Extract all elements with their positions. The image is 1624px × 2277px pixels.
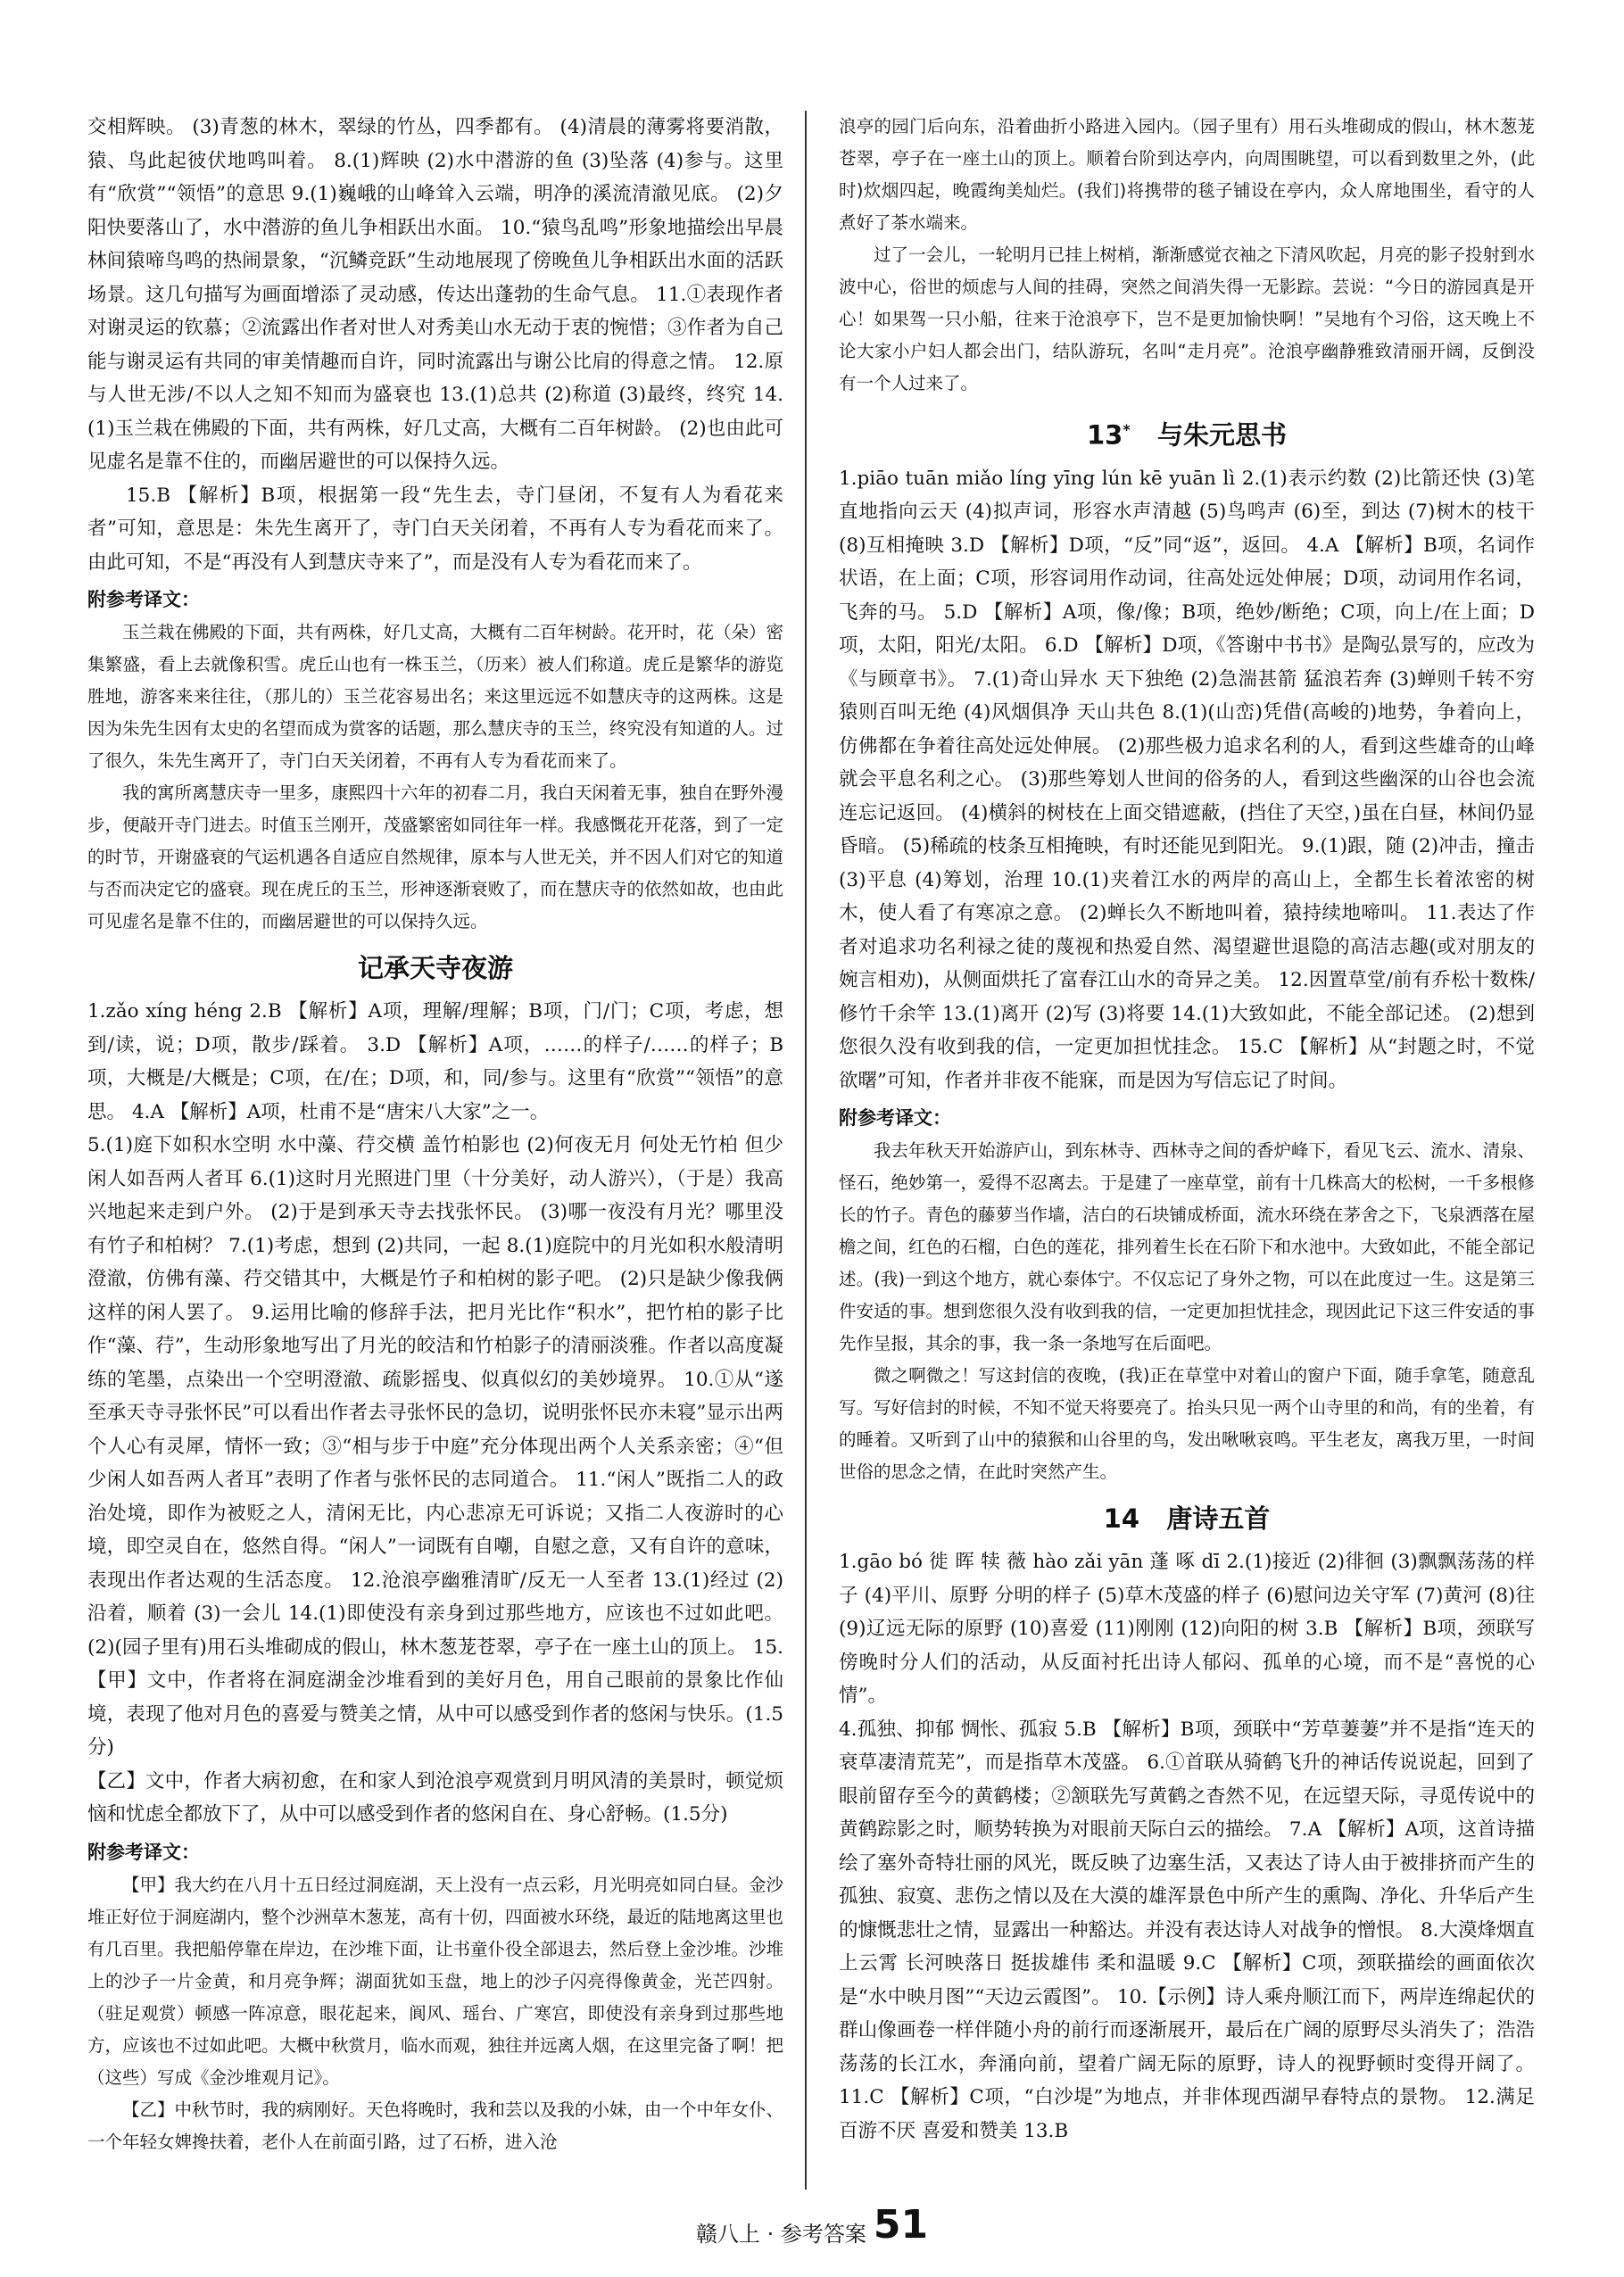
translation-paragraph: 微之啊微之！写这封信的夜晚，(我)正在草堂中对着山的窗户下面，随手拿笔，随意乱写。写好信封的时候，不知不觉天将要亮了。抬头只见一两个山寺里的和尚，有的坐着，有的睡着。又听到了山中的猿猴和山谷里的鸟，发出啾啾哀鸣。平生老友，离我万里，一时间世俗的思念之情，在此时突然产生。 <box>839 1365 1536 1483</box>
section-title-text: 唐诗五首 <box>1166 1503 1271 1535</box>
translation-paragraph: 【乙】中秋节时，我的病刚好。天色将晚时，我和芸以及我的小妹，由一个中年女仆、一个年轻女婢搀扶着，老仆人在前面引路，过了石桥，进入沧 <box>87 2099 784 2152</box>
section-title <box>839 407 1535 459</box>
translation-paragraph: 我的寓所离慧庆寺一里多，康熙四十六年的初春二月，我白天闲着无事，独自在野外漫步，便敲开寺门进去。时值玉兰刚开，茂盛繁密如同往年一样。我感慨花开花落，到了一定的时节，开谢盛衰的气运机遇各自适应自然规律，原本与人世无关，并不因人们对它的知道与否而决定它的盛衰。现在虎丘的玉兰，形神逐渐衰败了，而在慧庆寺的依然如故，也由此可见虚名是靠不住的，而幽居避世的可以保持久远。 <box>87 782 784 932</box>
answer-block: 4.孤独、抑郁 惆怅、孤寂 5.B 【解析】B项，颈联中“芳草萋萋”并不是指“连天的衰草凄清荒芜”，而是指草木茂盛。 6.①首联从骑鹤飞升的神话传说说起，回到了眼前留存至今的黄鹤楼；②颔联先写黄鹤之杳然不见，在远望天际，寻觅传说中的黄鹤踪影之时，顺势转换为对眼前天际白云的描绘。 7.A 【解析】A项，这首诗描绘了塞外奇特壮丽的风光，既反映了边塞生活，又表达了诗人由于被排挤而产生的孤独、寂寞、悲伤之情以及在大漠的雄浑景色中所产生的熏陶、净化、升华后产生的慷慨悲壮之情，显露出一种豁达。并没有表达诗人对战争的憎恨。 8.大漠烽烟直上云霄 长河映落日 挺拔雄伟 柔和温暖 9.C 【解析】C项，颈联描绘的画面依次是“水中映月图”“天边云霞图”。 10.【示例】诗人乘舟顺江而下，两岸连绵起伏的群山像画卷一样伴随小舟的前行而逐渐展开，最后在广阔的原野尽头消失了；浩浩荡荡的长江水，奔涌向前，望着广阔无际的原野，诗人的视野顿时变得开阔了。 11.C 【解析】C项，“白沙堤”为地点，并非体现西湖早春特点的景物。 12.满足 百游不厌 喜爱和赞美 13.B <box>839 1718 1535 2142</box>
translation-paragraph: 浪亭的园门后向东，沿着曲折小路进入园内。（园子里有）用石头堆砌成的假山，林木葱茏苍翠，亭子在一座土山的顶上。顺着台阶到达亭内，向周围眺望，可以看到数里之外，(此时)炊烟四起，晚霞绚美灿烂。(我们)将携带的毯子铺设在亭内，众人席地围坐，看守的人煮好了茶水端来。 <box>839 116 1535 233</box>
section-title-text: 与朱元思书 <box>1157 419 1288 451</box>
translation-paragraph: 【甲】我大约在八月十五日经过洞庭湖，天上没有一点云彩，月光明亮如同白昼。金沙堆正好位于洞庭湖内，整个沙洲草木葱茏，高有十仞，四面被水环绕，最近的陆地离这里也有几百里。我把船停靠在岸边，在沙堆下面，让书童仆役全部退去，然后登上金沙堆。沙堆上的沙子一片金黄，和月亮争辉；湖面犹如玉盘，地上的沙子闪亮得像黄金，光芒四射。（驻足观赏）顿感一阵凉意，眼花起来，阆风、瑶台、广寒宫，即使没有亲身到过那些地方，应该也不过如此吧。大概中秋赏月，临水而观，独往并远离人烟，在这里完备了啊！把（这些）写成《金沙堆观月记》。 <box>87 1874 784 2088</box>
section-title <box>87 945 783 991</box>
footer-label: 赣八上 · 参考答案 <box>695 2222 866 2247</box>
right-column <box>839 111 1535 2148</box>
translation-paragraph: 过了一会儿，一轮明月已挂上树梢，渐渐感觉衣袖之下清风吹起，月亮的影子投射到水波中心，俗世的烦虑与人间的挂碍，突然之间消失得一无影踪。芸说：“今日的游园真是开心！如果驾一只小船，往来于沧浪亭下，岂不是更加愉快啊！”吴地有个习俗，这天晚上不论大家小户妇人都会出门，结队游玩，名叫“走月亮”。沧浪亭幽静雅致清丽开阔，反倒没有一个人过来了。 <box>839 244 1536 393</box>
answer-block: 5.(1)庭下如积水空明 水中藻、荇交横 盖竹柏影也 (2)何夜无月 何处无竹柏 但少闲人如吾两人者耳 6.(1)这时月光照进门里（十分美好，动人游兴），（于是）我高兴地起来走到户外。 (2)于是到承天寺去找张怀民。 (3)哪一夜没有月光？哪里没有竹子和柏树？ 7.(1)考虑，想到 (2)共同，一起 8.(1)庭院中的月光如积水般清明澄澈，仿佛有藻、荇交错其中，大概是竹子和柏树的影子吧。 (2)只是缺少像我俩这样的闲人罢了。 9.运用比喻的修辞手法，把月光比作“积水”，把竹柏的影子比作“藻、荇”，生动形象地写出了月光的皎洁和竹柏影子的清丽淡雅。作者以高度凝练的笔墨，点染出一个空明澄澈、疏影摇曳、似真似幻的美妙境界。 10.①从“遂至承天寺寻张怀民”可以看出作者去寻张怀民的急切，说明张怀民亦未寝”显示出两个人心有灵犀，情怀一致；③“相与步于中庭”充分体现出两个人关系亲密；④“但少闲人如吾两人者耳”表明了作者与张怀民的志同道合。 11.“闲人”既指二人的政治处境，即作为被贬之人，清闲无比，内心悲凉无可诉说；又指二人夜游时的心境，即空灵自在，悠然自得。“闲人”一词既有自嘲，自慰之意，又有自许的意味，表现出作者达观的生活态度。 12.沧浪亭幽雅清旷/反无一人至者 13.(1)经过 (2)沿着，顺着 (3)一会儿 14.(1)即使没有亲身到过那些地方，应该也不过如此吧。 (2)(园子里有)用石头堆砌成的假山，林木葱茏苍翠，亭子在一座土山的顶上。 15.【甲】文中，作者将在洞庭湖金沙堆看到的美好月色，用自己眼前的景象比作仙境，表现了他对月色的喜爱与赞美之情，从中可以感受到作者的悠闲与快乐。(1.5分) <box>87 1134 783 1759</box>
translation-paragraph: 我去年秋天开始游庐山，到东林寺、西林寺之间的香炉峰下，看见飞云、流水、清泉、怪石，绝妙第一，爱得不忍离去。于是建了一座草堂，前有十几株高大的松树，一千多根修长的竹子。青色的藤萝当作墙，洁白的石块铺成桥面，流水环绕在茅舍之下，飞泉洒落在屋檐之间，红色的石榴，白色的莲花，排列着生长在石阶下和水池中。大致如此，不能全部记述。(我)一到这个地方，就心泰体宁。不仅忘记了身外之物，可以在此度过一生。这是第三件安适的事。想到您很久没有收到我的信，一定更加担忧挂念，现因此记下这三件安适的事先作呈报，其余的事，我一条一条地写在后面吧。 <box>839 1140 1536 1354</box>
section-asterisk: * <box>1123 421 1131 438</box>
section-number: 13 <box>1086 419 1123 451</box>
answer-block: 交相辉映。 (3)青葱的林木，翠绿的竹丛，四季都有。 (4)清晨的薄雾将要消散，猿、鸟此起彼伏地鸣叫着。 8.(1)辉映 (2)水中潜游的鱼 (3)坠落 (4)参与。这里有“欣赏”“领悟”的意思 9.(1)巍峨的山峰耸入云端，明净的溪流清澈见底。 (2)夕阳快要落山了，水中潜游的鱼儿争相跃出水面。 10.“猿鸟乱鸣”形象地描绘出早晨林间猿啼鸟鸣的热闹景象，“沉鳞竞跃”生动地展现了傍晚鱼儿争相跃出水面的活跃场景。这几句描写为画面增添了灵动感，传达出蓬勃的生命气息。 11.①表现作者对谢灵运的钦慕；②流露出作者对世人对秀美山水无动于衷的惋惜；③作者为自己能与谢灵运有共同的审美情趣而自许，同时流露出与谢公比肩的得意之情。 12.原与人世无涉/不以人之知不知而为盛衰也 13.(1)总共 (2)称道 (3)最终，终究 14.(1)玉兰栽在佛殿的下面，共有两株，好几丈高，大概有二百年树龄。 (2)也由此可见虚名是靠不住的，而幽居避世的可以保持久远。 <box>87 116 783 473</box>
answer-block: 1.piāo tuān miǎo líng yīng lún kē yuān lì 2.(1)表示约数 (2)比箭还快 (3)笔直地指向云天 (4)拟声词，形容水声清越 (5)鸟鸣声 (6)至，到达 (7)树木的枝干 (8)互相掩映 3.D 【解析】D项，“反”同“返”，返回。 4.A 【解析】B项，名词作状语，在上面；C项，形容词用作动词，往高处远处伸展；D项，动词用作名词，飞奔的马。 5.D 【解析】A项，像/像；B项，绝妙/断绝；C项，向上/在上面；D项，太阳，阳光/太阳。 6.D 【解析】D项，《答谢中书书》是陶弘景写的，应改为《与顾章书》。 7.(1)奇山异水 天下独绝 (2)急湍甚箭 猛浪若奔 (3)蝉则千转不穷 猿则百叫无绝 (4)风烟俱净 天山共色 8.(1)(山峦)凭借(高峻的)地势，争着向上，仿佛都在争着往高处远处伸展。 (2)那些极力追求名利的人，看到这些雄奇的山峰就会平息名利之心。 (3)那些筹划人世间的俗务的人，看到这些幽深的山谷也会流连忘记返回。 (4)横斜的树枝在上面交错遮蔽，(挡住了天空，)虽在白昼，林间仍显昏暗。 (5)稀疏的枝条互相掩映，有时还能见到阳光。 9.(1)跟，随 (2)冲击，撞击 (3)平息 (4)筹划，治理 10.(1)夹着江水的两岸的高山上，全都生长着浓密的树木，使人看了有寒凉之意。 (2)蝉长久不断地叫着，猿持续地啼叫。 11.表达了作者对追求功名利禄之徒的蔑视和热爱自然、渴望避世退隐的高洁志趣(或对朋友的婉言相劝)，从侧面烘托了富春江山水的奇异之美。 12.因置草堂/前有乔松十数株/修竹千余竿 13.(1)离开 (2)写 (3)将要 14.(1)大致如此，不能全部记述。 (2)想到您很久没有收到我的信，一定更加担忧挂念。 15.C 【解析】从“封题之时，不觉欲曙”可知，作者并非夜不能寐，而是因为写信忘记了时间。 <box>839 467 1535 1092</box>
page-number: 51 <box>873 2202 929 2248</box>
answer-block: 1.zǎo xíng héng 2.B 【解析】A项，理解/理解；B项，门/门；C项，考虑，想到/读，说；D项，散步/踩着。 3.D 【解析】A项，……的样子/……的样子；B项，大概是/大概是；C项，在/在；D项，和，同/参与。这里有“欣赏”“领悟”的意思。 4.A 【解析】A项，杜甫不是“唐宋八大家”之一。 <box>87 1000 783 1123</box>
translation-paragraph: 玉兰栽在佛殿的下面，共有两株，好几丈高，大概有二百年树龄。花开时，花（朵）密集繁盛，看上去就像积雪。虎丘山也有一株玉兰，（历来）被人们称道。虎丘是繁华的游览胜地，游客来来往往，（那儿的）玉兰花容易出名；来这里远远不如慧庆寺的这两株。这是因为朱先生因有太史的名望而成为赏客的话题，那么慧庆寺的玉兰，终究没有知道的人。过了很久，朱先生离开了，寺门白天关闭着，不再有人专为看花而来了。 <box>87 622 784 771</box>
section-number: 14 <box>1103 1503 1140 1535</box>
translation-heading: 附参考译文： <box>87 1841 200 1863</box>
column-divider <box>805 111 807 2190</box>
section-title-text: 记承天寺夜游 <box>357 953 513 983</box>
answer-block: 15.B 【解析】B项，根据第一段“先生去，寺门昼闭，不复有人为看花来者”可知，意思是：朱先生离开了，寺门白天关闭着，不再有人专为看花而来了。由此可知，不是“再没有人到慧庆寺来了”，而是没有人专为看花而来了。 <box>87 484 783 574</box>
answer-block: 【乙】文中，作者大病初愈，在和家人到沧浪亭观赏到月明风清的美景时，顿觉烦恼和忧虑全都放下了，从中可以感受到作者的悠闲自在、身心舒畅。(1.5分) <box>87 1769 783 1826</box>
answer-block: 1.gāo bó 徙 晖 犊 薇 hào zǎi yān 蓬 啄 dī 2.(1)接近 (2)徘徊 (3)飘飘荡荡的样子 (4)平川、原野 分明的样子 (5)草木茂盛的样子 (6)慰问边关守军 (7)黄河 (8)往 (9)辽远无际的原野 (10)喜爱 (11)刚刚 (12)向阳的树 3.B 【解析】B项，颈联写傍晚时分人们的活动，从反面衬托出诗人郁闷、孤单的心境，而不是“喜悦的心情”。 <box>839 1551 1535 1708</box>
left-column <box>87 111 783 2158</box>
page-footer <box>0 2202 1624 2248</box>
translation-heading: 附参考译文： <box>87 589 200 610</box>
translation-heading: 附参考译文： <box>839 1107 951 1130</box>
section-title <box>839 1495 1535 1542</box>
